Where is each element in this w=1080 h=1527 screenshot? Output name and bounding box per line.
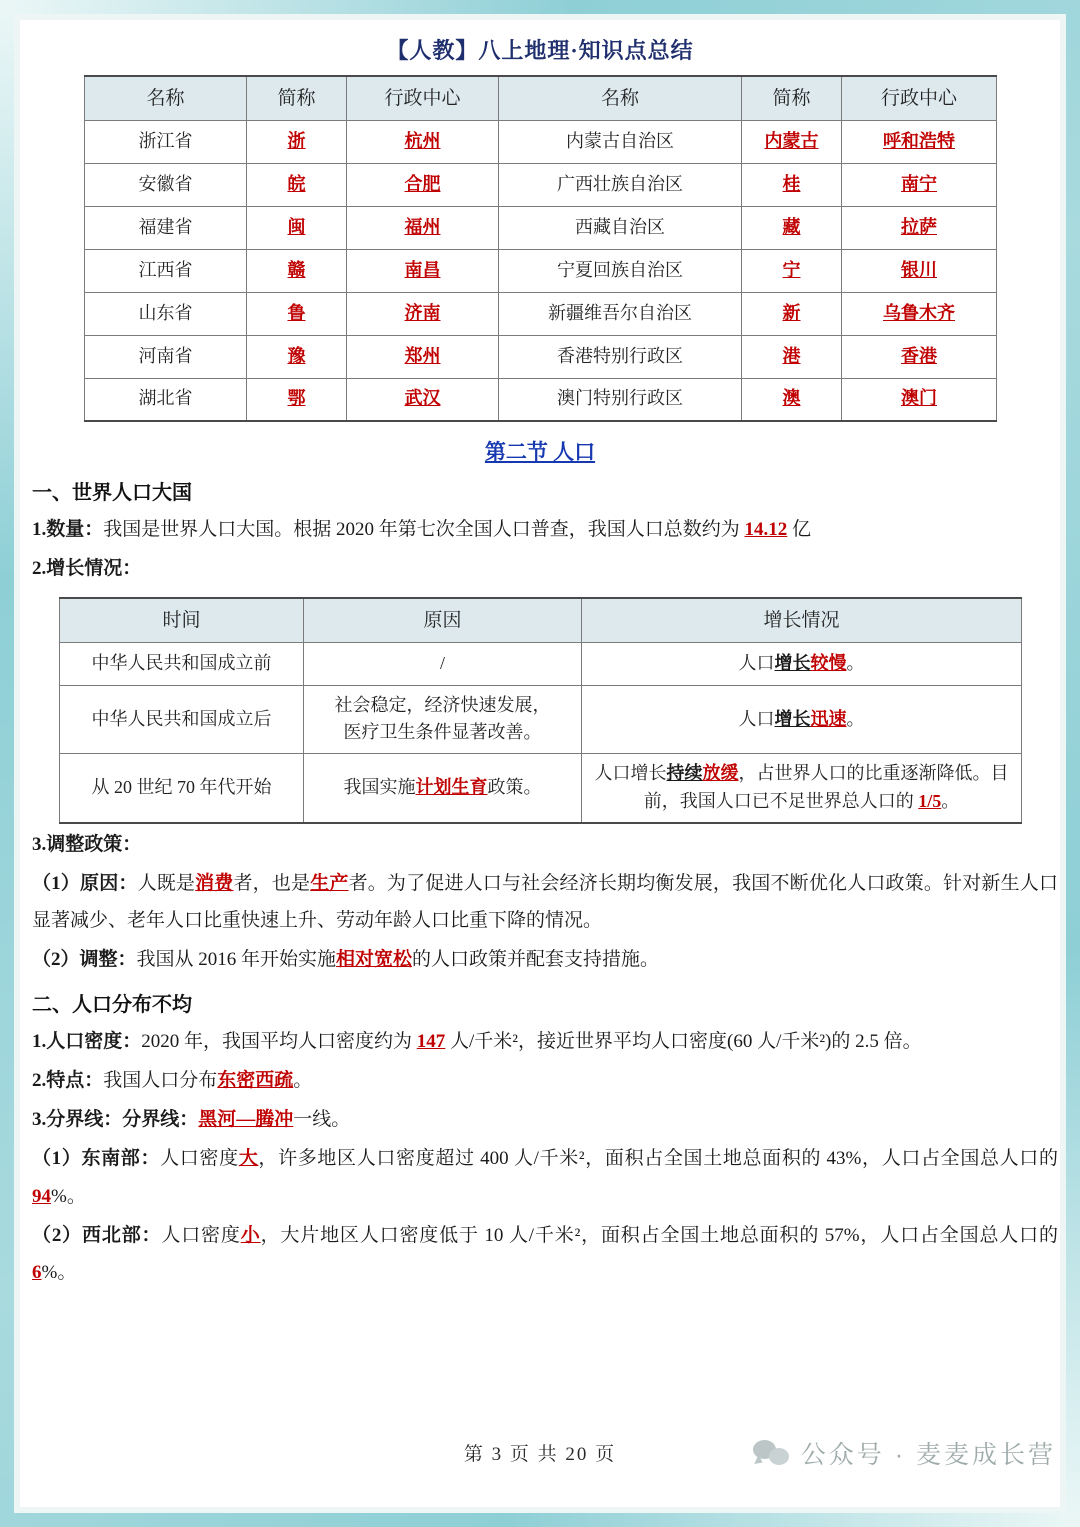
boundary-paragraph: 3.分界线：分界线：黑河—腾冲一线。: [32, 1109, 351, 1131]
province-capital: 香港: [842, 335, 997, 378]
growth-cell: 人口增长较慢。: [582, 642, 1022, 685]
province-capital: 拉萨: [842, 206, 997, 249]
column-header: 简称: [247, 76, 347, 120]
province-abbr: 皖: [247, 163, 347, 206]
document-sheet: [22, 22, 1058, 1505]
table-row: [85, 163, 997, 206]
policy-adjust-paragraph: （2）调整：我国从 2016 年开始实施相对宽松的人口政策并配套支持措施。: [32, 949, 660, 971]
table-row: [85, 335, 997, 378]
column-header: 名称: [499, 76, 742, 120]
province-name: 新疆维吾尔自治区: [499, 292, 742, 335]
section-heading: 第二节 人口: [484, 440, 596, 464]
province-name: 山东省: [85, 292, 247, 335]
province-name: 河南省: [85, 335, 247, 378]
province-capital: 济南: [347, 292, 499, 335]
province-abbr: 港: [742, 335, 842, 378]
province-name: 广西壮族自治区: [499, 163, 742, 206]
reason-cell: /: [304, 642, 582, 685]
province-name: 浙江省: [85, 120, 247, 163]
column-header: 原因: [304, 598, 582, 642]
table-row: [60, 754, 1022, 823]
column-header: 行政中心: [842, 76, 997, 120]
table-row: [85, 249, 997, 292]
watermark-text: 公众号 · 麦麦成长营: [800, 1441, 1056, 1469]
column-header: 时间: [60, 598, 304, 642]
growth-table-wrapper: [59, 597, 1021, 824]
policy-title: 3.调整政策：: [32, 834, 142, 856]
province-capital: 南宁: [842, 163, 997, 206]
province-capital: 武汉: [347, 378, 499, 421]
paragraph-quantity: 1.数量：我国是世界人口大国。根据 2020 年第七次全国人口普查，我国人口总数约为 14.12 亿: [32, 519, 812, 540]
province-name: 香港特别行政区: [499, 335, 742, 378]
density-paragraph: 1.人口密度：2020 年，我国平均人口密度约为 147 人/千米²，接近世界平均人口密度(60 人/千米²)的 2.5 倍。: [32, 1031, 922, 1053]
table-header-row: [85, 76, 997, 120]
province-abbr: 鄂: [247, 378, 347, 421]
province-abbr: 鲁: [247, 292, 347, 335]
province-capital: 乌鲁木齐: [842, 292, 997, 335]
province-abbr: 豫: [247, 335, 347, 378]
growth-cell: 人口增长迅速。: [582, 685, 1022, 754]
province-name: 湖北省: [85, 378, 247, 421]
province-name: 宁夏回族自治区: [499, 249, 742, 292]
province-name: 江西省: [85, 249, 247, 292]
province-abbr: 澳: [742, 378, 842, 421]
policy-reason-paragraph: （1）原因：人既是消费者，也是生产者。为了促进人口与社会经济长期均衡发展，我国不断优化人口政策。针对新生人口显著减少、老年人口比重快速上升、劳动年龄人口比重下降的情况。: [32, 873, 1058, 932]
province-abbr: 赣: [247, 249, 347, 292]
table-header-row: [60, 598, 1022, 642]
province-name: 安徽省: [85, 163, 247, 206]
province-name: 福建省: [85, 206, 247, 249]
page-title: 【人教】八上地理·知识点总结: [386, 38, 694, 63]
table-row: [85, 378, 997, 421]
column-header: 名称: [85, 76, 247, 120]
province-abbr: 内蒙古: [742, 120, 842, 163]
province-capital: 呼和浩特: [842, 120, 997, 163]
province-abbr: 藏: [742, 206, 842, 249]
province-capital: 澳门: [842, 378, 997, 421]
province-name: 澳门特别行政区: [499, 378, 742, 421]
reason-cell: 社会稳定，经济快速发展， 医疗卫生条件显著改善。: [304, 685, 582, 754]
subsection-title-one: 一、世界人口大国: [32, 482, 192, 504]
growth-table: [59, 597, 1022, 824]
subsection-title-two: 二、人口分布不均: [32, 994, 192, 1017]
period-cell: 中华人民共和国成立后: [60, 685, 304, 754]
column-header: 简称: [742, 76, 842, 120]
province-capital: 福州: [347, 206, 499, 249]
province-name: 西藏自治区: [499, 206, 742, 249]
southeast-paragraph: （1）东南部：人口密度大，许多地区人口密度超过 400 人/千米²，面积占全国土地总面积的 43%，人口占全国总人口的 94%。: [32, 1148, 1058, 1207]
period-cell: 中华人民共和国成立前: [60, 642, 304, 685]
province-abbr: 宁: [742, 249, 842, 292]
province-abbr: 闽: [247, 206, 347, 249]
table-row: [60, 642, 1022, 685]
province-capital: 郑州: [347, 335, 499, 378]
watermark: [753, 1435, 1056, 1471]
province-table: [84, 75, 997, 422]
province-abbr: 桂: [742, 163, 842, 206]
feature-paragraph: 2.特点：我国人口分布东密西疏。: [32, 1070, 313, 1092]
province-name: 内蒙古自治区: [499, 120, 742, 163]
province-table-wrapper: [84, 75, 996, 422]
period-cell: 从 20 世纪 70 年代开始: [60, 754, 304, 823]
column-header: 行政中心: [347, 76, 499, 120]
reason-cell: 我国实施计划生育政策。: [304, 754, 582, 823]
value-population-total: 14.12: [744, 519, 788, 540]
table-row: [85, 292, 997, 335]
province-capital: 南昌: [347, 249, 499, 292]
table-row: [85, 120, 997, 163]
table-row: [85, 206, 997, 249]
table-row: [60, 685, 1022, 754]
wechat-icon: [753, 1439, 791, 1467]
page-footer: [22, 1439, 1058, 1479]
province-capital: 杭州: [347, 120, 499, 163]
province-abbr: 新: [742, 292, 842, 335]
province-abbr: 浙: [247, 120, 347, 163]
province-capital: 合肥: [347, 163, 499, 206]
label-growth-situation: 2.增长情况：: [32, 558, 142, 580]
label-quantity: 1.数量：: [32, 519, 104, 540]
page-number: 第 3 页 共 20 页: [463, 1444, 617, 1465]
northwest-paragraph: （2）西北部：人口密度小，大片地区人口密度低于 10 人/千米²，面积占全国土地总面积的 57%，人口占全国总人口的 6%。: [32, 1224, 1058, 1283]
column-header: 增长情况: [582, 598, 1022, 642]
growth-cell: 人口增长持续放缓，占世界人口的比重逐渐降低。目前，我国人口已不足世界总人口的 1/5。: [582, 754, 1022, 823]
province-capital: 银川: [842, 249, 997, 292]
